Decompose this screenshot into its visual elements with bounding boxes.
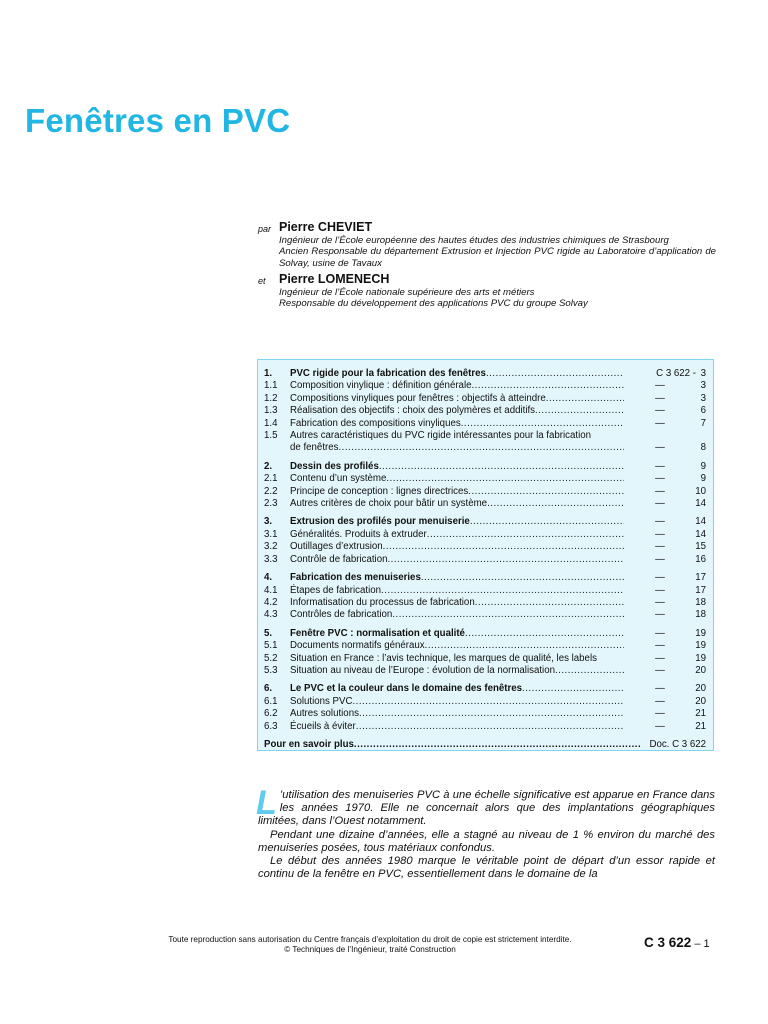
toc-title: Écueils à éviter bbox=[290, 720, 356, 732]
toc-dash: — bbox=[655, 720, 665, 732]
toc-title: Situation en France : l’avis technique, les marques de qualité, les labels bbox=[290, 652, 597, 664]
toc-number: 4.2 bbox=[264, 596, 278, 608]
toc-number: 2. bbox=[264, 460, 273, 472]
author-name: Pierre CHEVIET bbox=[279, 220, 373, 234]
toc-number: 5.1 bbox=[264, 640, 278, 652]
author-2 bbox=[258, 272, 716, 310]
toc-leader-dots bbox=[555, 665, 624, 677]
toc-section-row bbox=[264, 683, 706, 695]
toc-number: 6.1 bbox=[264, 695, 278, 707]
toc-title: Autres caractéristiques du PVC rigide intéressantes pour la fabrication bbox=[290, 430, 592, 442]
intro-paragraph: Le début des années 1980 marque le véritable point de départ d’un essor rapide et continu de la fenêtre en PVC, essentiellement dans le domaine de la bbox=[258, 855, 715, 881]
toc-item-row bbox=[264, 430, 706, 442]
toc-section-row bbox=[264, 368, 706, 380]
toc-page-number: 20 bbox=[695, 664, 706, 676]
toc-dash: — bbox=[655, 405, 665, 417]
toc-title-wrap bbox=[290, 516, 624, 528]
toc-number: 5.2 bbox=[264, 652, 278, 664]
toc-number: 4.1 bbox=[264, 584, 278, 596]
toc-leader-dots bbox=[470, 516, 624, 528]
toc-title-continued: de fenêtres bbox=[290, 442, 339, 454]
toc-leader-dots bbox=[356, 721, 624, 733]
toc-item-row bbox=[264, 721, 706, 733]
toc-number: 6. bbox=[264, 683, 273, 695]
toc-dash: — bbox=[655, 485, 665, 497]
intro-paragraph bbox=[256, 784, 715, 829]
toc-title-wrap bbox=[290, 609, 624, 621]
toc-item-row bbox=[264, 597, 706, 609]
author-name: Pierre LOMENECH bbox=[279, 271, 390, 286]
intro-paragraph: Pendant une dizaine d’années, elle a stagné au niveau de 1 % environ du marché des menuiseries posées, tous matériaux confondus. bbox=[258, 828, 715, 854]
toc-leader-dots bbox=[425, 640, 624, 652]
toc-dash: — bbox=[655, 541, 665, 553]
toc-dash: — bbox=[655, 627, 665, 639]
toc-title: Le PVC et la couleur dans le domaine des fenêtres bbox=[290, 683, 523, 695]
toc-title-wrap bbox=[290, 628, 624, 640]
toc-title-wrap bbox=[290, 368, 624, 380]
toc-page-number: 19 bbox=[695, 627, 706, 639]
toc-dash: — bbox=[655, 380, 665, 392]
copyright-line: Toute reproduction sans autorisation du Centre français d’exploitation du droit de copie est strictement interdite. bbox=[168, 935, 572, 944]
author-prefix: par bbox=[258, 224, 272, 234]
toc-title: Informatisation du processus de fabrication bbox=[290, 596, 475, 608]
toc-item-row bbox=[264, 696, 706, 708]
toc-leader-dots bbox=[487, 498, 624, 510]
toc-title-wrap bbox=[290, 393, 624, 405]
toc-section-row bbox=[264, 461, 706, 473]
toc-leader-dots bbox=[471, 380, 624, 392]
toc-title-wrap bbox=[290, 683, 624, 695]
toc-title-wrap bbox=[290, 418, 624, 430]
toc-title-wrap bbox=[290, 529, 624, 541]
toc-section-row bbox=[264, 516, 706, 528]
toc-page-number: 19 bbox=[695, 652, 706, 664]
toc-title-wrap bbox=[290, 442, 624, 454]
page-separator: – bbox=[691, 938, 704, 950]
toc-item-row bbox=[264, 708, 706, 720]
toc-number: 1.2 bbox=[264, 392, 278, 404]
toc-title: Composition vinylique : définition générale bbox=[290, 380, 472, 392]
introduction-text bbox=[256, 784, 715, 881]
toc-item-row bbox=[264, 529, 706, 541]
toc-item-row bbox=[264, 393, 706, 405]
author-prefix: et bbox=[258, 275, 266, 286]
toc-title-wrap bbox=[290, 486, 624, 498]
toc-section bbox=[264, 683, 706, 733]
toc-item-row bbox=[264, 653, 706, 665]
toc-number: 1.1 bbox=[264, 380, 278, 392]
toc-item-row bbox=[264, 486, 706, 498]
toc-leader-dots bbox=[522, 683, 624, 695]
toc-leader-dots bbox=[461, 418, 624, 430]
toc-page-number: 9 bbox=[700, 460, 706, 472]
toc-title: Contrôles de fabrication bbox=[290, 609, 393, 621]
toc-number: 5.3 bbox=[264, 664, 278, 676]
intro-paragraph-text: ’utilisation des menuiseries PVC à une échelle significative est apparue en France dans les années 1970. Elle ne concernait alors que des implantations géographiques limitées, dans l’Ouest notamment. bbox=[258, 789, 715, 828]
toc-title-wrap bbox=[290, 665, 624, 677]
toc-dash: — bbox=[655, 528, 665, 540]
toc-item-row bbox=[264, 609, 706, 621]
toc-page-number: 16 bbox=[695, 553, 706, 565]
toc-title: Contenu d’un système bbox=[290, 473, 387, 485]
toc-title-wrap bbox=[290, 585, 624, 597]
toc-dash: — bbox=[655, 596, 665, 608]
toc-leader-dots bbox=[359, 708, 624, 720]
toc-page-number: 15 bbox=[695, 541, 706, 553]
toc-number: 2.3 bbox=[264, 498, 278, 510]
toc-title-wrap bbox=[290, 405, 624, 417]
toc-number: 1. bbox=[264, 368, 273, 379]
toc-number: 1.5 bbox=[264, 430, 278, 442]
toc-title-wrap bbox=[290, 498, 624, 510]
toc-leader-dots bbox=[475, 597, 624, 609]
toc-page-number: 17 bbox=[695, 572, 706, 584]
toc-page-number: 20 bbox=[695, 683, 706, 695]
toc-title: Outillages d’extrusion bbox=[290, 541, 383, 553]
toc-title-wrap bbox=[290, 461, 624, 473]
toc-title-wrap bbox=[290, 696, 624, 708]
toc-dash: — bbox=[655, 460, 665, 472]
toc-leader-dots bbox=[468, 486, 624, 498]
toc-page-number: 3 bbox=[700, 380, 706, 392]
toc-leader-dots bbox=[379, 461, 624, 473]
toc-number: 2.1 bbox=[264, 473, 278, 485]
author-affiliation: Ingénieur de l’École nationale supérieure des arts et métiers bbox=[279, 286, 535, 298]
toc-item-row bbox=[264, 473, 706, 485]
toc-dash: — bbox=[655, 652, 665, 664]
toc-page-number: 20 bbox=[695, 695, 706, 707]
toc-dash: — bbox=[655, 392, 665, 404]
toc-title: Autres solutions bbox=[290, 708, 359, 720]
toc-title: Contrôle de fabrication bbox=[290, 553, 388, 565]
toc-leader-dots bbox=[386, 473, 624, 485]
toc-dash: — bbox=[655, 664, 665, 676]
toc-leader-dots bbox=[546, 393, 624, 405]
toc-title-wrap bbox=[290, 721, 624, 733]
toc-title-wrap bbox=[290, 640, 624, 652]
toc-title: Fabrication des compositions vinyliques bbox=[290, 417, 461, 429]
toc-page-number: 14 bbox=[695, 498, 706, 510]
toc-page-number: 17 bbox=[695, 584, 706, 596]
toc-title: Généralités. Produits à extruder bbox=[290, 528, 427, 540]
toc-dash: — bbox=[655, 442, 665, 454]
author-affiliation: Ingénieur de l’École européenne des hautes études des industries chimiques de Strasbourg bbox=[279, 235, 669, 246]
toc-title-wrap bbox=[290, 554, 624, 566]
toc-title: Solutions PVC bbox=[290, 695, 353, 707]
toc-leader-dots bbox=[392, 609, 624, 621]
toc-title: Fenêtre PVC : normalisation et qualité bbox=[290, 627, 465, 639]
toc-dash: — bbox=[655, 584, 665, 596]
toc-item-row-continued bbox=[264, 442, 706, 454]
toc-page-number: 14 bbox=[695, 516, 706, 528]
toc-title-wrap bbox=[290, 597, 624, 609]
toc-item-row bbox=[264, 585, 706, 597]
toc-page-number: 8 bbox=[700, 442, 706, 454]
toc-dash: — bbox=[655, 516, 665, 528]
toc-number: 6.2 bbox=[264, 708, 278, 720]
toc-page-number: 21 bbox=[695, 708, 706, 720]
toc-further-reading-ref: Doc. C 3 622 bbox=[649, 738, 706, 750]
toc-section-row bbox=[264, 572, 706, 584]
toc-number: 3.2 bbox=[264, 541, 278, 553]
toc-item-row bbox=[264, 498, 706, 510]
toc-dash: — bbox=[655, 498, 665, 510]
author-affiliation: Ancien Responsable du département Extrusion et Injection PVC rigide au Laboratoire d’application de Solvay, usine de Tavaux bbox=[279, 246, 716, 269]
toc-number: 3.1 bbox=[264, 528, 278, 540]
toc-item-row bbox=[264, 640, 706, 652]
toc-page-number: 6 bbox=[700, 405, 706, 417]
author-affiliation: Responsable du développement des applications PVC du groupe Solvay bbox=[279, 298, 588, 310]
toc-number: 6.3 bbox=[264, 720, 278, 732]
toc-page-number: 19 bbox=[695, 640, 706, 652]
toc-title: Étapes de fabrication bbox=[290, 584, 382, 596]
copyright-line: © Techniques de l’Ingénieur, traité Construction bbox=[284, 944, 456, 954]
toc-item-row bbox=[264, 554, 706, 566]
toc-leader-dots bbox=[465, 628, 624, 640]
toc-number: 5. bbox=[264, 627, 273, 639]
toc-number: 1.4 bbox=[264, 417, 278, 429]
toc-dash: — bbox=[655, 640, 665, 652]
toc-section bbox=[264, 516, 706, 566]
toc-dash: — bbox=[655, 553, 665, 565]
toc-title: Documents normatifs généraux bbox=[290, 640, 425, 652]
copyright-notice bbox=[120, 935, 620, 954]
toc-further-reading-row bbox=[264, 739, 706, 751]
table-of-contents bbox=[257, 359, 714, 751]
author-1 bbox=[258, 220, 716, 269]
toc-page-number: 3 bbox=[700, 392, 706, 404]
toc-dash: — bbox=[655, 708, 665, 720]
toc-page-number: 21 bbox=[695, 720, 706, 732]
toc-leader-dots bbox=[421, 572, 624, 584]
toc-number: 3.3 bbox=[264, 553, 278, 565]
toc-item-row bbox=[264, 541, 706, 553]
toc-title: Extrusion des profilés pour menuiserie bbox=[290, 516, 470, 528]
toc-further-reading: Pour en savoir plus bbox=[264, 738, 354, 750]
toc-leader-dots bbox=[354, 739, 640, 751]
toc-leader-dots bbox=[381, 585, 624, 597]
toc-number: 2.2 bbox=[264, 485, 278, 497]
toc-section-row bbox=[264, 628, 706, 640]
toc-title: PVC rigide pour la fabrication des fenêtres bbox=[290, 368, 486, 379]
toc-page-number: 3 bbox=[700, 368, 706, 379]
toc-dash: — bbox=[655, 473, 665, 485]
page-number: 1 bbox=[703, 938, 710, 950]
toc-leader-dots bbox=[383, 541, 624, 553]
toc-title: Principe de conception : lignes directrices bbox=[290, 485, 469, 497]
toc-page-number: 18 bbox=[695, 596, 706, 608]
toc-title-wrap bbox=[290, 473, 624, 485]
toc-section bbox=[264, 628, 706, 678]
toc-leader-dots bbox=[338, 442, 624, 454]
toc-title-wrap bbox=[290, 572, 624, 584]
toc-dash: — bbox=[655, 609, 665, 621]
toc-title: Dessin des profilés bbox=[290, 460, 379, 472]
toc-title: Compositions vinyliques pour fenêtres : objectifs à atteindre bbox=[290, 392, 546, 404]
toc-item-row bbox=[264, 665, 706, 677]
toc-page-number: 9 bbox=[700, 473, 706, 485]
toc-page-number: 18 bbox=[695, 609, 706, 621]
toc-title: Autres critères de choix pour bâtir un système bbox=[290, 498, 488, 510]
toc-item-row bbox=[264, 405, 706, 417]
toc-dash: — bbox=[655, 572, 665, 584]
toc-item-row bbox=[264, 418, 706, 430]
toc-title-wrap bbox=[290, 541, 624, 553]
toc-leader-dots bbox=[535, 405, 624, 417]
toc-leader-dots bbox=[387, 554, 624, 566]
drop-cap: L bbox=[256, 784, 277, 822]
toc-section bbox=[264, 461, 706, 511]
toc-page-number: 7 bbox=[700, 417, 706, 429]
document-code: C 3 622 bbox=[644, 935, 692, 950]
toc-number: 4. bbox=[264, 572, 273, 584]
toc-title: Réalisation des objectifs : choix des polymères et additifs bbox=[290, 405, 536, 417]
toc-section bbox=[264, 572, 706, 622]
toc-leader-dots bbox=[352, 696, 624, 708]
authors-block bbox=[258, 220, 716, 312]
toc-title-wrap bbox=[290, 380, 624, 392]
toc-title-wrap bbox=[290, 653, 624, 665]
toc-number: 3. bbox=[264, 516, 273, 528]
page-title: Fenêtres en PVC bbox=[25, 102, 291, 139]
toc-title: Situation au niveau de l’Europe : évolution de la normalisation bbox=[290, 664, 555, 676]
toc-section bbox=[264, 368, 706, 455]
document-reference bbox=[644, 935, 710, 950]
toc-title: Fabrication des menuiseries bbox=[290, 572, 421, 584]
toc-page-number: 14 bbox=[695, 528, 706, 540]
toc-leader-dots bbox=[486, 368, 624, 380]
toc-dash: — bbox=[655, 683, 665, 695]
toc-reference: C 3 622 - bbox=[656, 368, 696, 379]
toc-page-number: 10 bbox=[695, 485, 706, 497]
toc-number: 4.3 bbox=[264, 609, 278, 621]
toc-leader-dots bbox=[427, 529, 624, 541]
toc-dash: — bbox=[655, 695, 665, 707]
toc-title-wrap bbox=[290, 708, 624, 720]
toc-dash: — bbox=[655, 417, 665, 429]
toc-item-row bbox=[264, 380, 706, 392]
toc-number: 1.3 bbox=[264, 405, 278, 417]
